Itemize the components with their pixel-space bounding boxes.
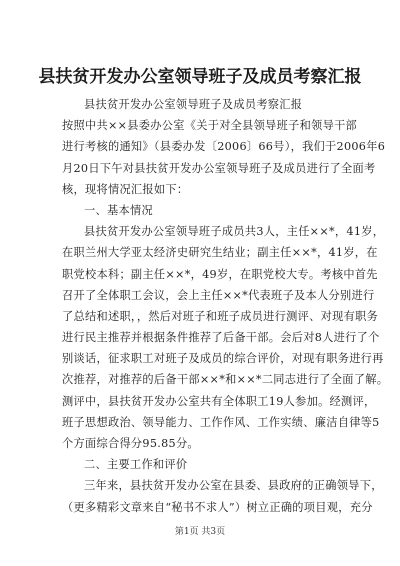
body-line: 县扶贫开发办公室领导班子及成员考察汇报: [84, 98, 303, 111]
body-line: 月20日下午对县扶贫开发办公室领导班子及成员进行了全面考: [62, 161, 376, 175]
body-line: 核，现将情况汇报如下：: [62, 182, 189, 196]
body-line: （更多精彩文章来自“秘书不求人”）树立正确的项目观，充分: [62, 500, 373, 514]
page-footer: 第1页 共3页: [174, 527, 226, 537]
body-line: 班子思想政治、领导能力、工作作风、工作实绩、廉洁自律等5: [62, 415, 380, 429]
body-line: 按照中共××县委办公室《关于对全县领导班子和领导干部: [62, 119, 358, 133]
body-line: 个方面综合得分95.85分。: [62, 437, 199, 450]
body-line: 三年来，县扶贫开发办公室在县委、县政府的正确领导下，: [84, 479, 383, 493]
body-line: 了总结和述职，，然后对班子和班子成员进行测评、对现有职务: [62, 309, 379, 323]
body-line: 在职兰州大学亚太经济史研究生结业；副主任××*，41岁，在: [62, 246, 378, 260]
body-line: 次推荐，对推荐的后备干部××*和××*二同志进行了全面了解。: [62, 373, 389, 387]
document-title: 县扶贫开发办公室领导班子及成员考察汇报: [38, 67, 362, 87]
body-line: 别谈话，征求职工对班子及成员的综合评价，对现有职务进行再: [62, 352, 384, 366]
body-line: 进行民主推荐并根据条件推荐了后备干部。会后对8人进行了个: [62, 331, 380, 345]
body-line: 县扶贫开发办公室领导班子成员共3人，主任××*，41岁，: [84, 225, 385, 239]
section-heading: 一、基本情况: [84, 203, 153, 217]
document-body: [62, 94, 389, 518]
body-line: 召开了全体职工会议，会上主任××*代表班子及本人分别进行: [62, 288, 375, 302]
body-line: 职党校本科；副主任××*，49岁，在职党校大专。考核中首先: [62, 267, 378, 281]
body-line: 测评中，县扶贫开发办公室共有全体职工19人参加。经测评，: [62, 394, 376, 408]
body-line: 进行考核的通知》（县委办发〔2006〕66号），我们于2006年6: [62, 140, 386, 154]
section-heading: 二、主要工作和评价: [84, 458, 188, 472]
